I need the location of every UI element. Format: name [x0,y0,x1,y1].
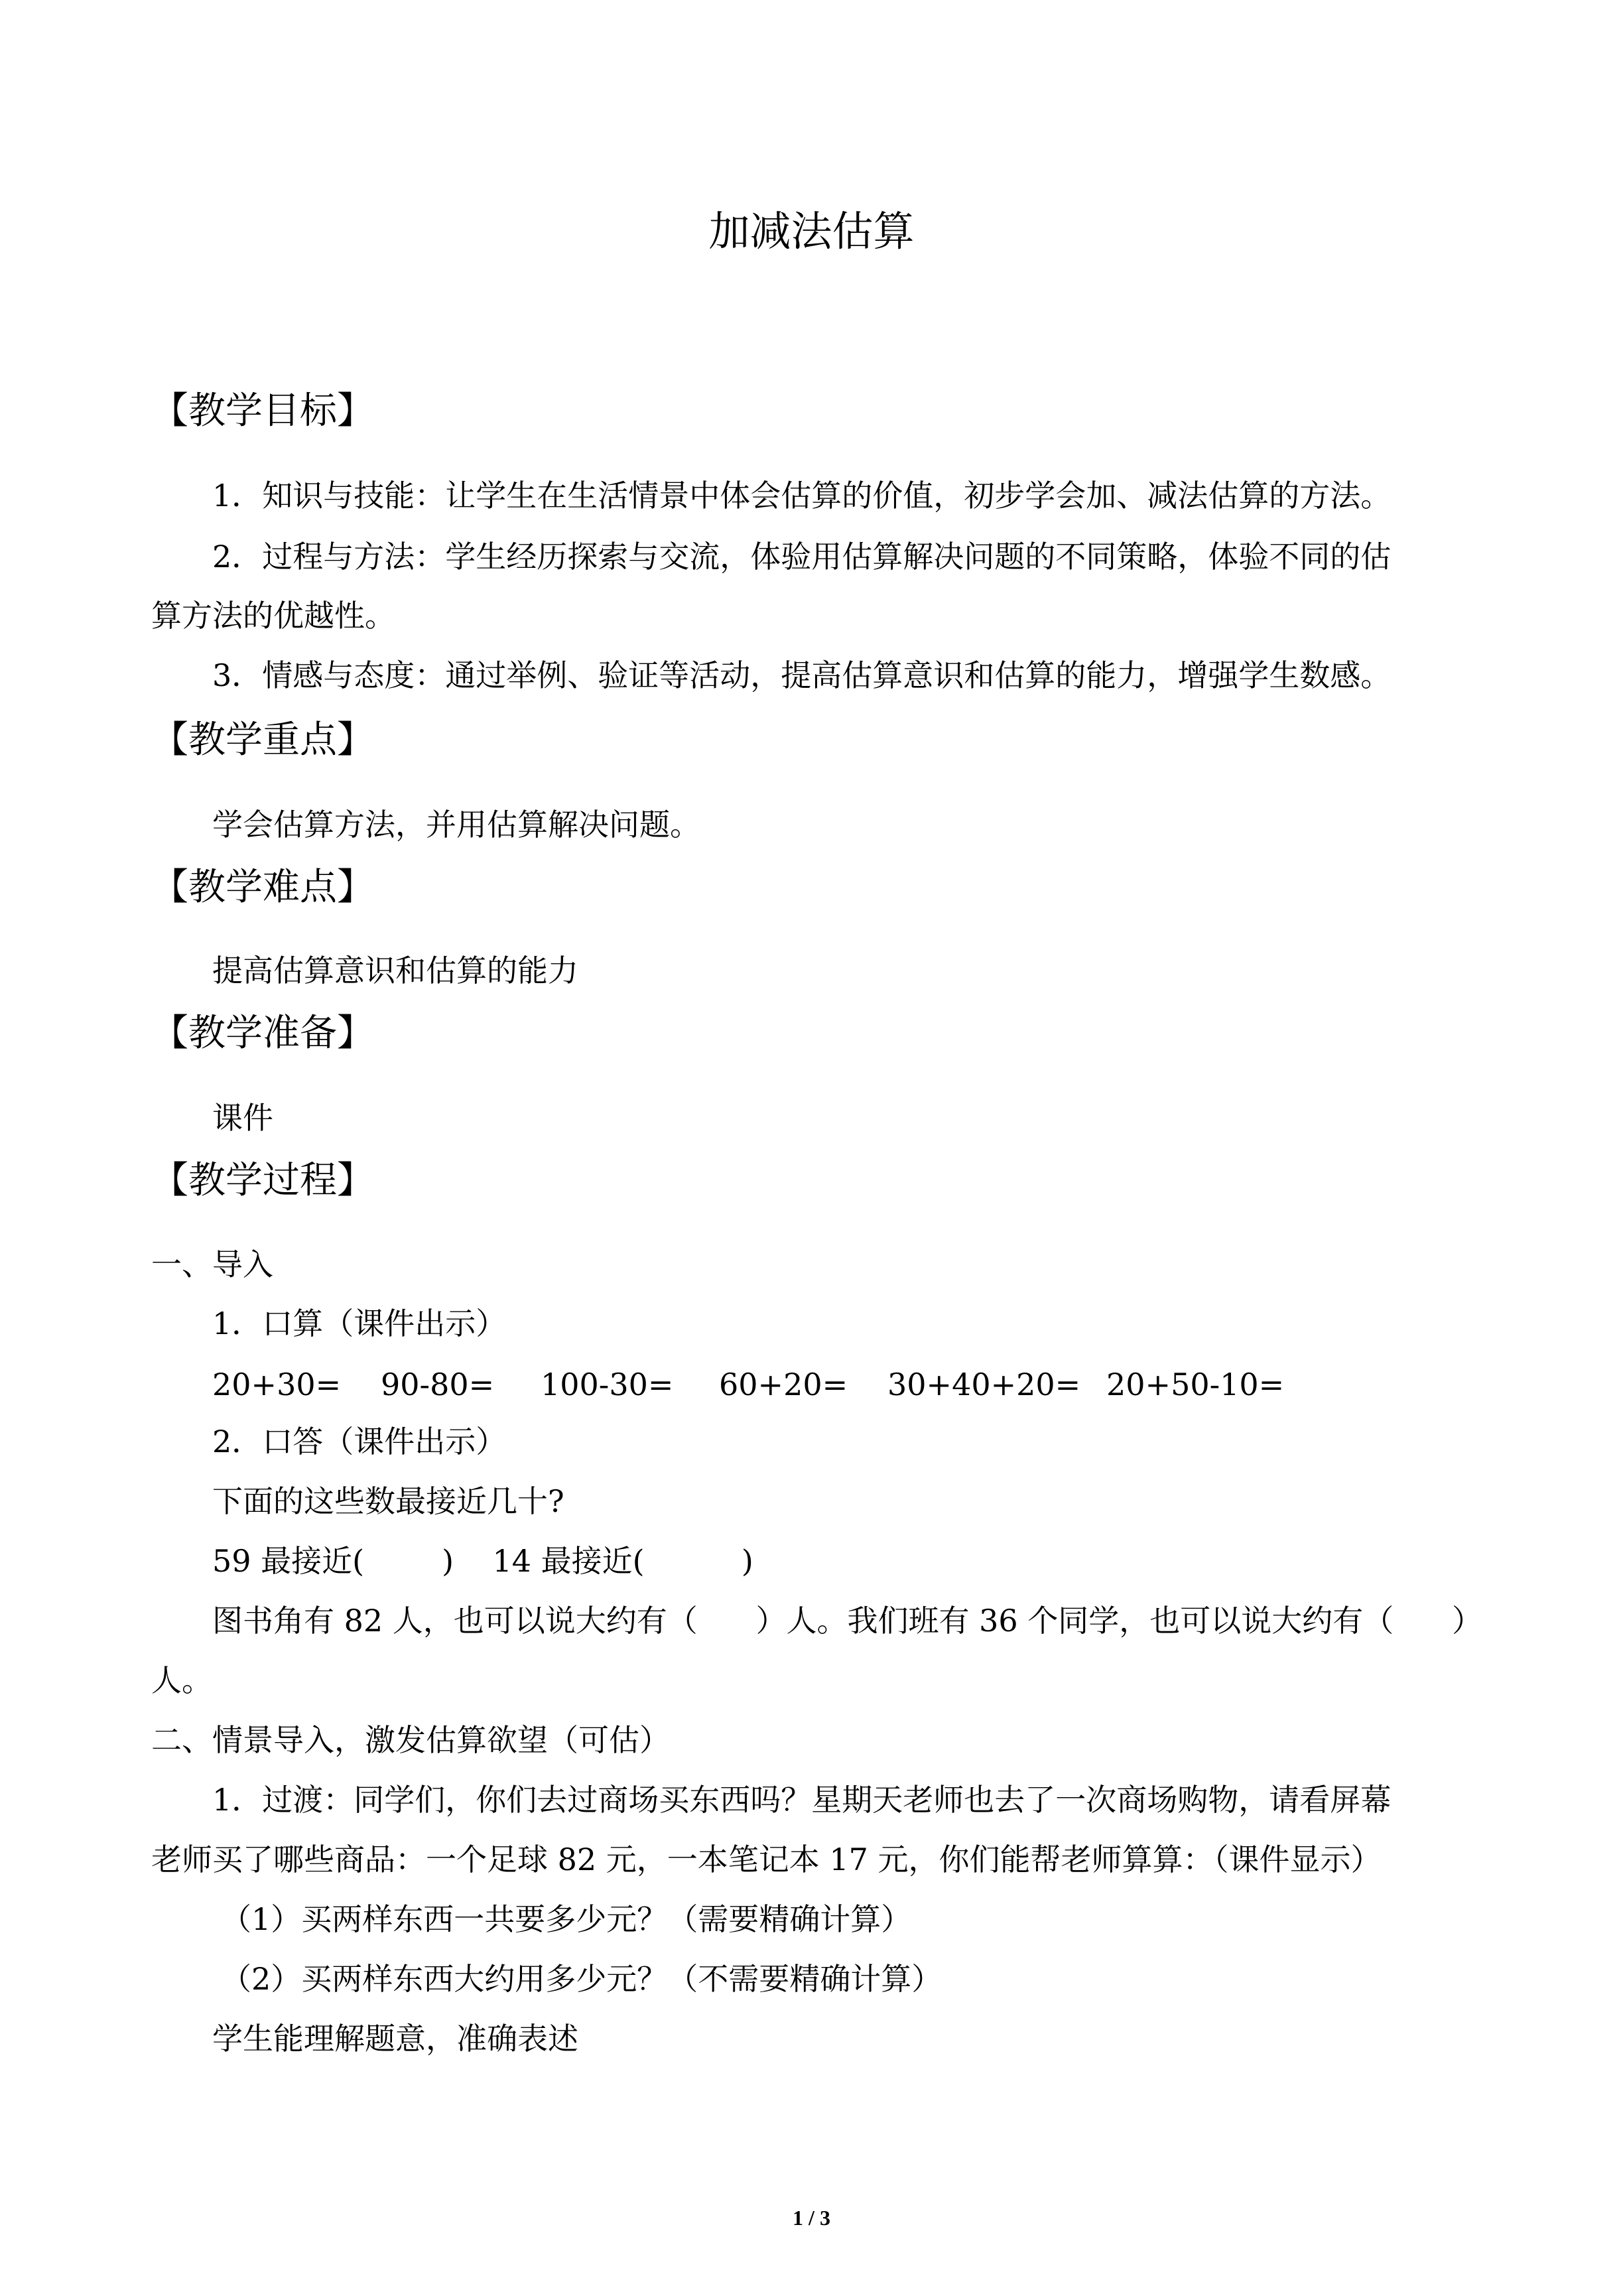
goal-item-1: 1．知识与技能：让学生在生活情景中体会估算的价值，初步学会加、减法估算的方法。 [212,478,1392,513]
question-1: （1）买两样东西一共要多少元？（需要精确计算） [221,1901,912,1937]
goal-item-3: 3．情感与态度：通过举例、验证等活动，提高估算意识和估算的能力，增强学生数感。 [212,657,1392,693]
page-title: 加减法估算 [708,207,915,255]
goals-heading: 【教学目标】 [151,389,374,433]
library-line-1: 图书角有 82 人，也可以说大约有（ ）人。我们班有 36 个同学，也可以说大约有（ ） [212,1603,1483,1639]
transition-line-2: 老师买了哪些商品：一个足球 82 元，一本笔记本 17 元，你们能帮老师算算：（课件显示） [151,1842,1382,1877]
closest-question: 下面的这些数最接近几十? [212,1483,564,1519]
key-points-text: 学会估算方法，并用估算解决问题。 [212,807,700,843]
oral-answer-label: 2．口答（课件出示） [212,1424,507,1459]
expression-1: 20+30= [212,1367,342,1402]
question-2: （2）买两样东西大约用多少元？（不需要精确计算） [221,1961,942,1997]
part2-title: 二、情景导入，激发估算欲望（可估） [151,1722,670,1758]
preparation-text: 课件 [212,1100,273,1136]
closest-blanks: 59 最接近( ) 14 最接近( ) [212,1543,753,1579]
expression-5: 30+40+20= [887,1367,1081,1402]
expression-6: 20+50-10= [1106,1367,1285,1402]
expression-4: 60+20= [719,1367,848,1402]
difficulties-heading: 【教学难点】 [151,866,374,909]
part1-title: 一、导入 [151,1247,273,1282]
goal-item-2: 2．过程与方法：学生经历探索与交流，体验用估算解决问题的不同策略，体验不同的估 [212,539,1392,574]
transition-line-1: 1．过渡：同学们，你们去过商场买东西吗？星期天老师也去了一次商场购物，请看屏幕 [212,1782,1392,1818]
key-points-heading: 【教学重点】 [151,718,374,762]
goal-item-2-cont: 算方法的优越性。 [151,598,395,634]
expression-3: 100-30= [541,1367,674,1402]
student-note: 学生能理解题意，准确表述 [212,2021,578,2057]
preparation-heading: 【教学准备】 [151,1012,374,1055]
difficulties-text: 提高估算意识和估算的能力 [212,953,578,988]
expression-2: 90-80= [381,1367,495,1402]
oral-calc-label: 1．口算（课件出示） [212,1306,507,1341]
page-number: 1 / 3 [793,2206,830,2230]
process-heading: 【教学过程】 [151,1159,374,1202]
library-line-2: 人。 [151,1662,212,1698]
